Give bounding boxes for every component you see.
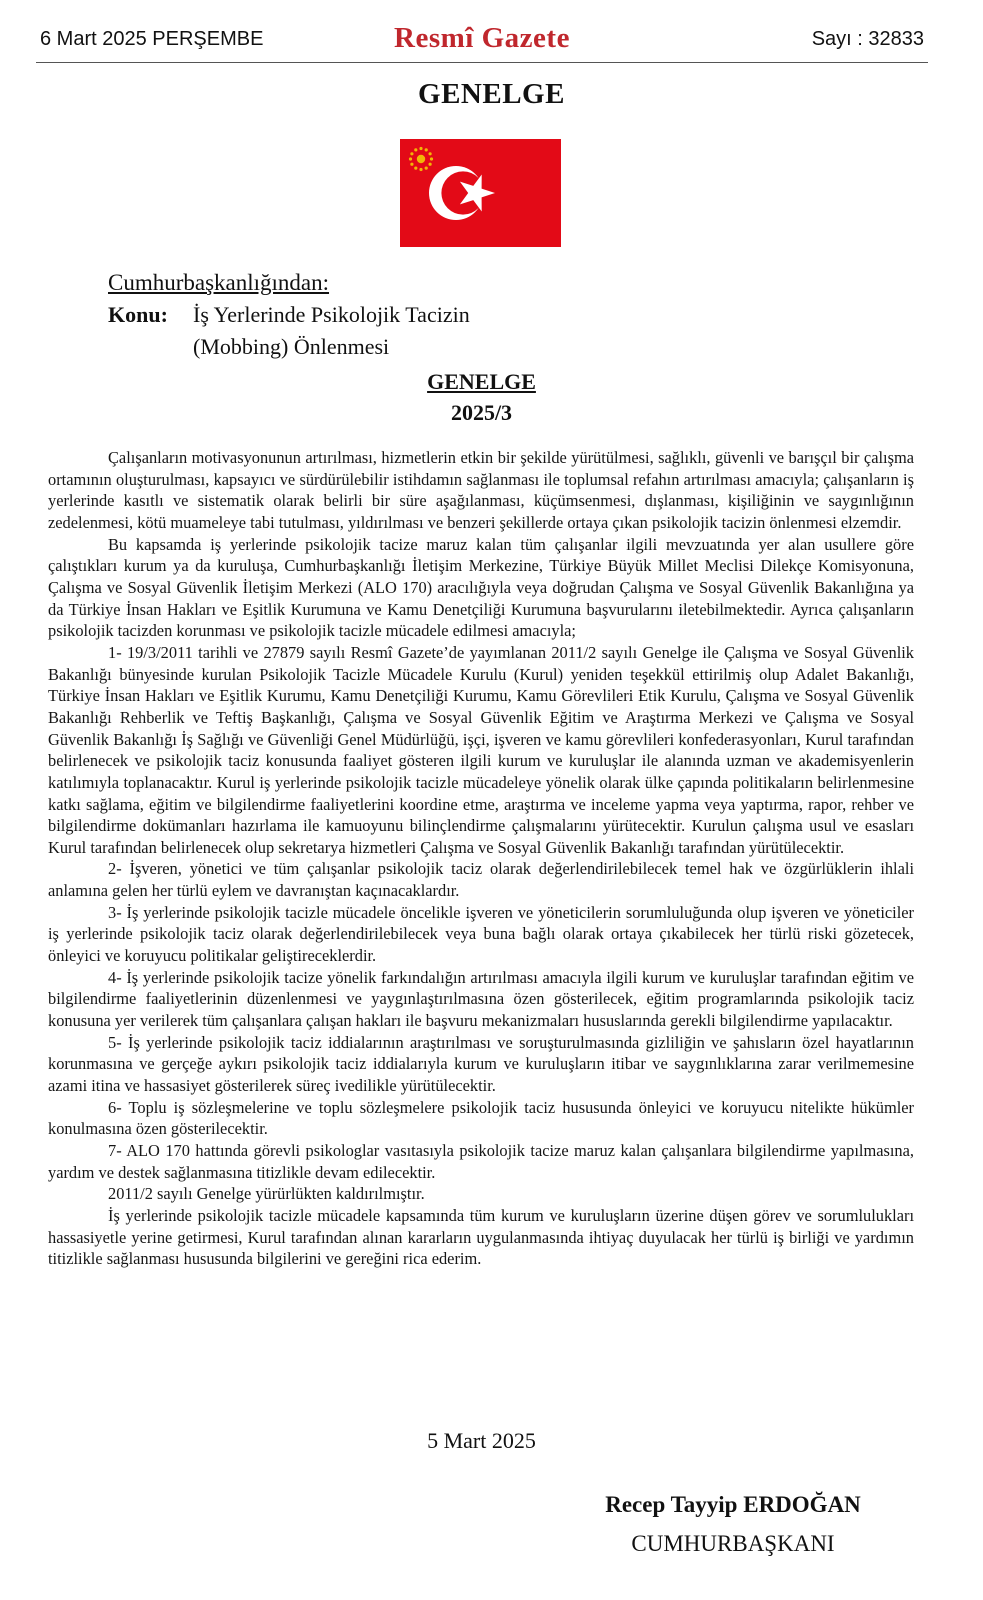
gazette-title: Resmî Gazete [394,22,570,54]
issue-number: Sayı : 32833 [811,28,924,50]
paragraph-repeal: 2011/2 sayılı Genelge yürürlükten kaldırılmıştır. [108,1184,425,1204]
publication-date: 6 Mart 2025 PERŞEMBE [40,28,264,50]
circular-number: 2025/3 [450,400,513,425]
issuer-heading: Cumhurbaşkanlığından: [108,270,330,295]
circular-body [48,447,914,1270]
signature-date: 5 Mart 2025 [427,1428,536,1453]
paragraph-item-2: 2- İşveren, yönetici ve tüm çalışanlar psikolojik taciz olarak değerlendirilebilecek temel hak ve özgürlüklerin ihlali anlamına gelen her türlü eylem ve davranıştan kaçınacaklardır. [48,859,914,901]
paragraph-item-4: 4- İş yerlerinde psikolojik tacize yönelik farkındalığın artırılması amacıyla ilgili kurum ve kuruluşlar tarafından eğitim ve bilgilendirme faaliyetlerinin düzenlenmesi ve yaygınlaştırılmasına özen gösterilecek, eğitim programlarında psikolojik taciz konusuna yer verilerek tüm çalışanlara çalışan hakları ile başvuru mekanizmaları hususlarında gerekli bilgilendirme yapılacaktır. [48,967,914,1031]
paragraph-item-1: 1- 19/3/2011 tarihli ve 27879 sayılı Resmî Gazete’de yayımlanan 2011/2 sayılı Genelge ile Çalışma ve Sosyal Güvenlik Bakanlığı bünyesinde kurulan Psikolojik Tacizle Mücadele Kurulu (Kurul) yeniden teşekkül ettirilmiş olup Adalet Bakanlığı, Türkiye İnsan Hakları ve Eşitlik Kurumu, Kamu Denetçiliği Kurumu, Kamu Görevlileri Etik Kurulu, Çalışma ve Sosyal Güvenlik Bakanlığı Rehberlik ve Teftiş Başkanlığı, Çalışma ve Sosyal Güvenlik Eğitim ve Araştırma Merkezi ve Çalışma ve Sosyal Güvenlik Bakanlığı İş Sağlığı ve Güvenliği Genel Müdürlüğü, işçi, işveren ve kamu görevlileri konfederasyonları, Kurul tarafından belirlenecek ve psikolojik taciz konusunda faaliyet gösteren ilgili kurum ve kuruluşlar ile alanında uzman ve akademisyenlerin katılımıyla toplanacaktır. Kurul iş yerlerinde psikolojik tacizle mücadeleye yönelik olarak ülke çapında politikaların belirlenmesine katkı sağlama, eğitim ve bilgilendirme faaliyetlerini koordine etme, araştırma ve inceleme yapma veya yaptırma, rapor, rehber ve bilgilendirme dokümanları hazırlama ile kamuoyunu bilinçlendirme çalışmalarını yürütecektir. Kurulun çalışma usul ve esasları Kurul tarafından belirlenecek olup sekretarya hizmetleri Çalışma ve Sosyal Güvenlik Bakanlığı tarafından yürütülecektir. [48,642,914,857]
subject-line-1: İş Yerlerinde Psikolojik Tacizin [193,302,470,327]
subject-label: Konu: [108,302,168,327]
document-type-heading: GENELGE [418,78,565,110]
gazette-header [36,22,928,62]
subject-line-2: (Mobbing) Önlenmesi [193,334,390,359]
header-divider [36,62,928,63]
paragraph-item-6: 6- Toplu iş sözleşmelerine ve toplu sözleşmelere psikolojik taciz hususunda önleyici ve koruyucu nitelikte hükümler konulmasına özen gösterilecektir. [48,1097,914,1139]
paragraph-intro: Çalışanların motivasyonunun artırılması, hizmetlerin etkin bir şekilde yürütülmesi, sağlıklı, güvenli ve barışçıl bir çalışma ortamının oluşturulması, kapsayıcı ve sürdürülebilir istihdamın sağlanması ile toplumsal refahın artırılması amacıyla; çalışanların iş yerlerinde kasıtlı ve sistematik olarak belirli bir süre aşağılanması, küçümsenmesi, dışlanması, kişiliğinin ve saygınlığının zedelenmesi, kötü muameleye tabi tutulması, yıldırılması ve benzeri şekillerde ortaya çıkan psikolojik tacizin önlenmesi elzemdir. [48,448,914,532]
circular-title: GENELGE [427,369,536,394]
paragraph-item-7: 7- ALO 170 hattında görevli psikologlar vasıtasıyla psikolojik tacize maruz kalan çalışanlara bilgilendirme yapılmasına, yardım ve destek sağlanmasına titizlikle devam edilecektir. [48,1141,914,1182]
signer-name: Recep Tayyip ERDOĞAN [605,1492,861,1517]
turkish-flag-icon [400,139,561,247]
paragraph-scope: Bu kapsamda iş yerlerinde psikolojik tacize maruz kalan tüm çalışanlar ilgili mevzuatında yer alan usullere göre çalıştıkları kurum ya da kuruluşa, Cumhurbaşkanlığı İletişim Merkezine, Türkiye Büyük Millet Meclisi Dilekçe Komisyonuna, Çalışma ve Sosyal Güvenlik İletişim Merkezi (ALO 170) aracılığıyla veya doğrudan Çalışma ve Sosyal Güvenlik Bakanlığına ya da Türkiye İnsan Hakları ve Eşitlik Kurumuna ve Kamu Denetçiliği Kurumuna başvurularını iletebilmektedir. Ayrıca çalışanların psikolojik tacizden korunması ve psikolojik tacizle mücadele edilmesi amacıyla; [48,534,914,641]
signer-title: CUMHURBAŞKANI [631,1531,835,1556]
paragraph-item-3: 3- İş yerlerinde psikolojik tacizle mücadele öncelikle işveren ve yöneticilerin sorumluluğunda olup işveren ve yöneticiler iş yerlerinde psikolojik taciz olarak değerlendirilebilecek veya buna bağlı olarak ortaya çıkabilecek her türlü riski gözetecek, önleyici ve koruyucu politikalar geliştireceklerdir. [48,902,914,966]
paragraph-item-5: 5- İş yerlerinde psikolojik taciz iddialarının araştırılması ve soruşturulmasında gizliliğin ve şahısların özel hayatlarının korunmasına ve gerçeğe aykırı psikolojik taciz iddialarıyla kurum ve kuruluşların itibar ve saygınlıklarına zarar verilmemesine azami itina ve hassasiyet gösterilerek süreç ivedilikle yürütülecektir. [48,1032,914,1096]
paragraph-closing: İş yerlerinde psikolojik tacizle mücadele kapsamında tüm kurum ve kuruluşların üzerine düşen görev ve sorumlulukları hassasiyetle yerine getirmesi, Kurul tarafından alınan kararların uygulanmasında ihtiyaç duyulacak her türlü iş birliği ve yardımın titizlikle sağlanması hususunda bilgilerini ve gereğini rica ederim. [48,1205,914,1269]
